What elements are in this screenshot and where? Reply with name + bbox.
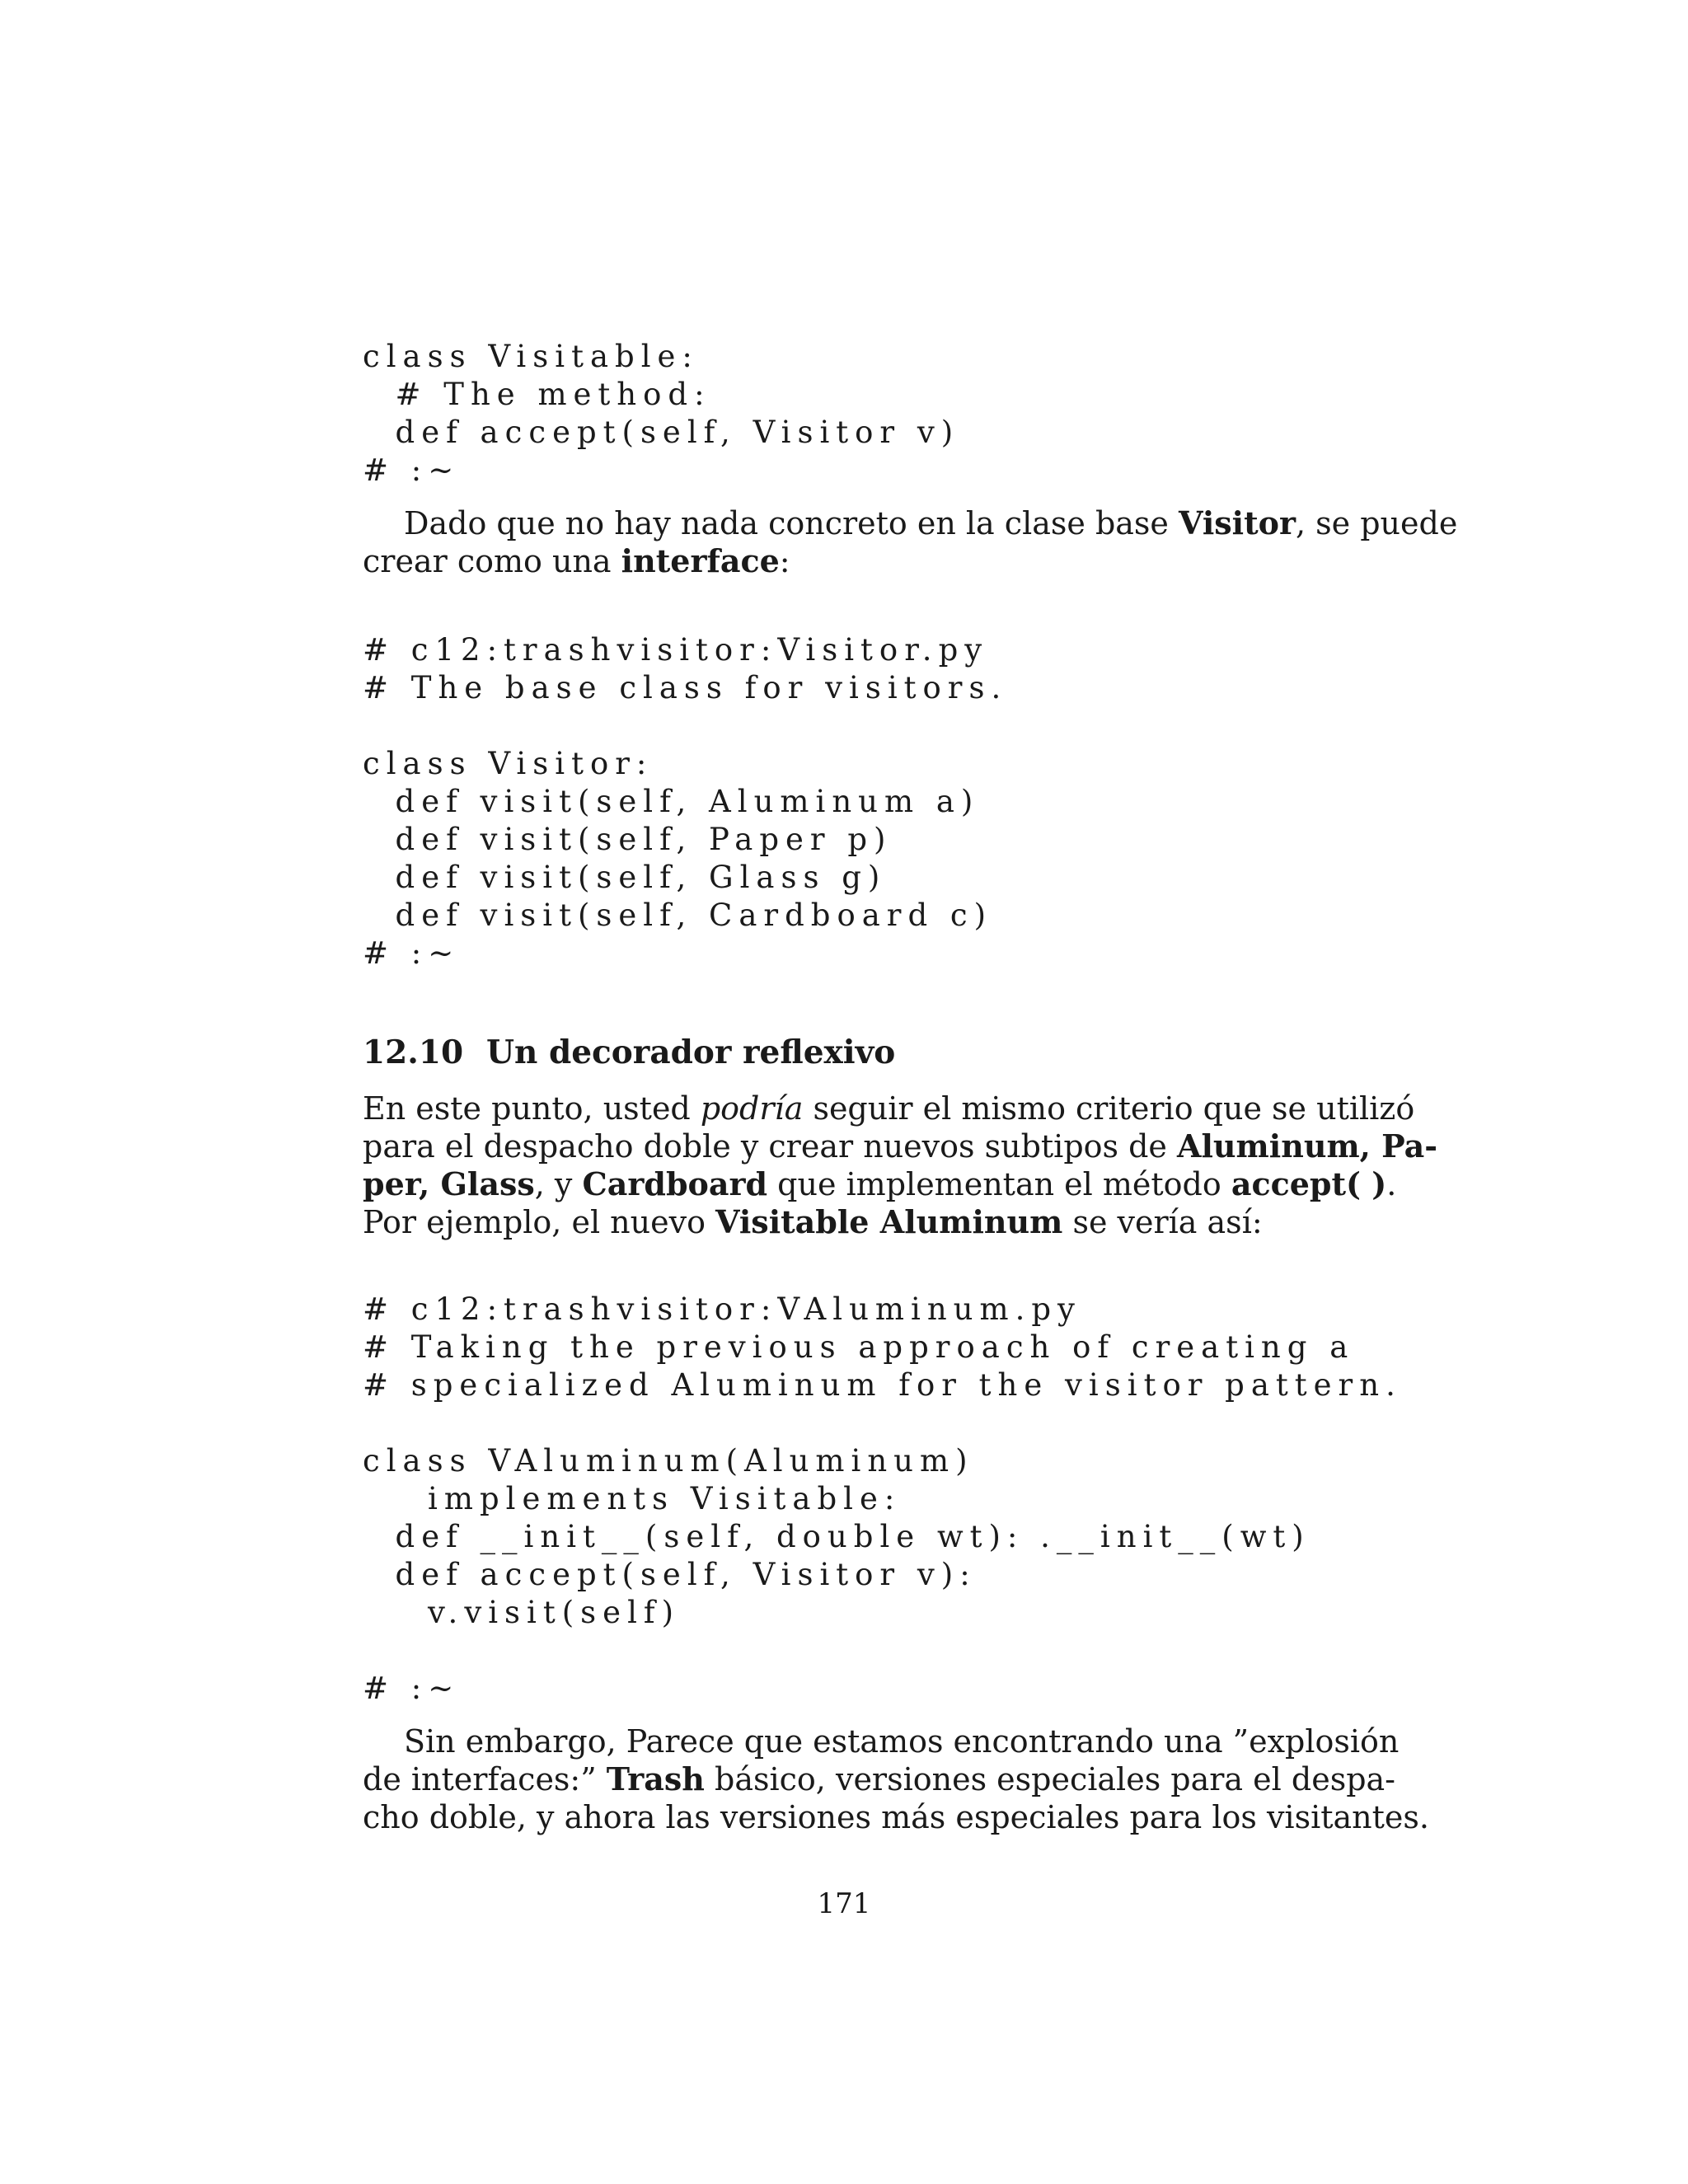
paragraph-line (363, 504, 1458, 542)
code-line: # :~ (363, 452, 461, 488)
code-line: # :~ (363, 935, 461, 971)
paragraph-line (363, 1165, 1397, 1203)
code-line: # :~ (363, 1671, 461, 1706)
bold-term: Cardboard (582, 1165, 768, 1202)
text-run: , se puede (1296, 505, 1458, 541)
code-line: # The base class for visitors. (363, 670, 1008, 705)
code-line: class VAluminum(Aluminum) (363, 1443, 974, 1479)
text-run: Por ejemplo, el nuevo (363, 1204, 716, 1240)
section-number: 12.10 (363, 1033, 464, 1071)
code-line: # Taking the previous approach of creating a (363, 1329, 1355, 1365)
paragraph-line (363, 1090, 1415, 1127)
text-run: seguir el mismo criterio que se utilizó (803, 1090, 1415, 1127)
paragraph-visitor-interface (363, 504, 1458, 580)
italic-term: podría (700, 1090, 804, 1127)
paragraph-line (363, 1760, 1396, 1798)
paragraph-line: Sin embargo, Parece que estamos encontrando una ”explosión (404, 1723, 1400, 1760)
text-run: Dado que no hay nada concreto en la clase base (404, 505, 1179, 541)
code-line: # c12:trashvisitor:Visitor.py (363, 632, 989, 668)
paragraph-line (363, 542, 1302, 580)
code-line: def __init__(self, double wt): .__init__(wt) (363, 1519, 1311, 1554)
code-line: # The method: (363, 377, 711, 412)
code-line: def accept(self, Visitor v): (363, 1557, 977, 1592)
text-run: crear como una (363, 543, 621, 579)
code-line: # specialized Aluminum for the visitor pattern. (363, 1367, 1402, 1403)
section-title: Un decorador reflexivo (486, 1033, 896, 1071)
text-run: , y (534, 1166, 583, 1202)
text-run: básico, versiones especiales para el despa- (704, 1761, 1396, 1797)
code-line: def visit(self, Aluminum a) (363, 784, 980, 819)
paragraph-line (363, 1127, 1438, 1165)
page-number: 171 (817, 1887, 871, 1920)
bold-term-trash: Trash (606, 1760, 705, 1797)
bold-term: per, Glass (363, 1165, 535, 1202)
code-line: implements Visitable: (363, 1481, 902, 1516)
text-run: que implementan el método (767, 1166, 1231, 1202)
paragraph-line (363, 1203, 1302, 1241)
text-run: para el despacho doble y crear nuevos subtipos de (363, 1128, 1177, 1165)
paragraph-reflexive-decorator (363, 1090, 1438, 1241)
code-line: class Visitor: (363, 746, 654, 781)
code-line: def accept(self, Visitor v) (363, 415, 960, 450)
section-heading (363, 1033, 895, 1071)
code-line: # c12:trashvisitor:VAluminum.py (363, 1291, 1081, 1327)
code-line: class Visitable: (363, 339, 699, 374)
bold-term-interface: interface (621, 542, 780, 579)
bold-term: accept( ) (1231, 1165, 1387, 1202)
text-run: : (779, 543, 790, 579)
bold-term: Visitable Aluminum (715, 1203, 1063, 1240)
bold-term: Aluminum, Pa- (1177, 1127, 1438, 1165)
code-line: def visit(self, Cardboard c) (363, 898, 993, 933)
bold-term-visitor: Visitor (1179, 504, 1296, 541)
paragraph-line: cho doble, y ahora las versiones más especiales para los visitantes. (363, 1799, 1429, 1835)
code-line: def visit(self, Glass g) (363, 860, 887, 895)
text-run: . (1386, 1166, 1397, 1202)
text-run: se vería así: (1062, 1204, 1263, 1240)
code-line: v.visit(self) (363, 1595, 681, 1630)
text-run: de interfaces:” (363, 1761, 607, 1797)
text-run: En este punto, usted (363, 1090, 701, 1127)
paragraph-interface-explosion (363, 1722, 1429, 1836)
code-line: def visit(self, Paper p) (363, 822, 893, 857)
